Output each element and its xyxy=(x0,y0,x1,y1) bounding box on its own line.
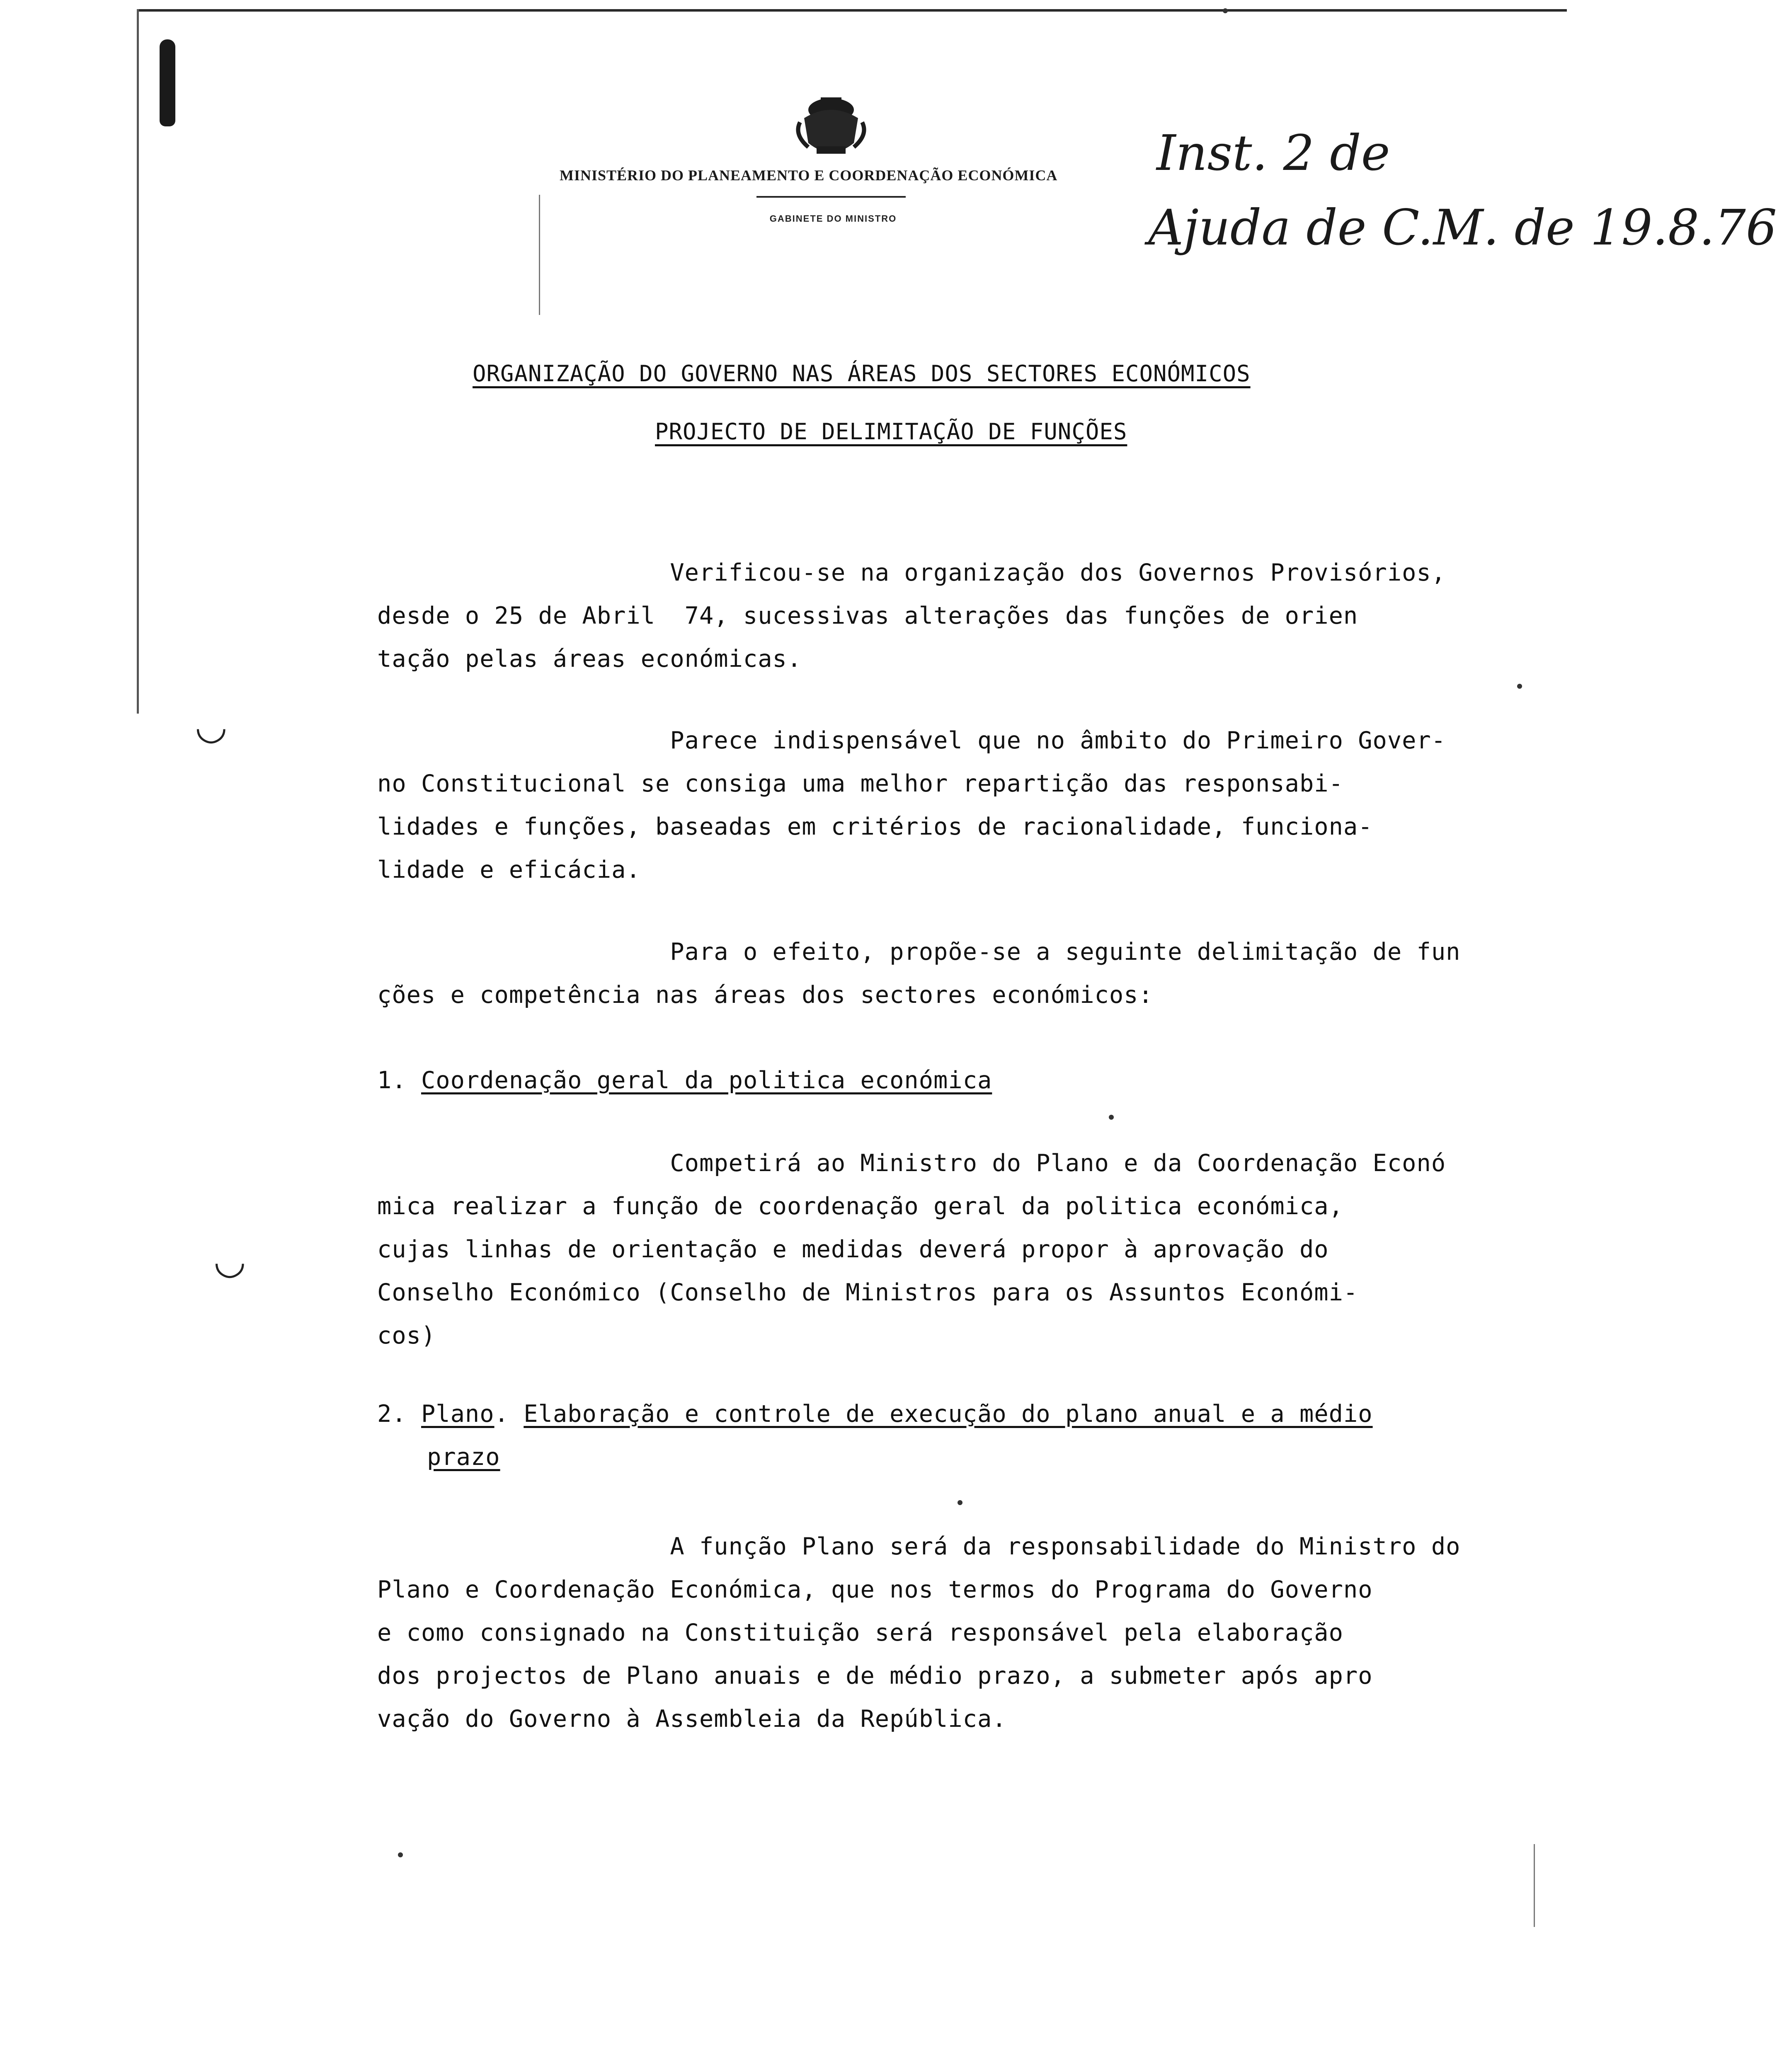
paragraph-section-2: A função Plano será da responsabilidade do Ministro do Plano e Coordenação Económica, que nos termos do Programa do Governo e como consignado na Constituição será responsável pela elaboração dos projectos de Plano anuais e de médio prazo, a submeter após apro vação do Governo à Assembleia da República. xyxy=(377,1533,1461,1733)
scan-speck xyxy=(398,1852,403,1857)
paragraph-proposal: Para o efeito, propõe-se a seguinte delimitação de fun ções e competência nas áreas dos sectores económicos: xyxy=(377,938,1461,1009)
letterhead-rule xyxy=(756,196,906,198)
margin-line xyxy=(539,195,540,315)
paragraph-intro: Verificou-se na organização dos Governos Provisórios, desde o 25 de Abril 74, sucessivas alterações das funções de orien tação pelas áreas económicas. xyxy=(377,559,1446,673)
scan-speck xyxy=(1517,684,1522,689)
section-2-title-continued: prazo xyxy=(427,1443,500,1471)
handwritten-note-line1: Inst. 2 de xyxy=(1156,124,1390,182)
scan-streak xyxy=(1534,1844,1535,1927)
section-1-title: Coordenação geral da politica económica xyxy=(421,1067,992,1094)
section-1-heading xyxy=(377,1059,992,1102)
ministry-name: MINISTÉRIO DO PLANEAMENTO E COORDENAÇÃO ECONÓMICA xyxy=(560,167,1058,184)
paragraph-section-1: Competirá ao Ministro do Plano e da Coordenação Econó mica realizar a função de coordenação geral da politica económica, cujas linhas de orientação e medidas deverá propor à aprovação do Conselho Económico (Conselho de Ministros para os Assuntos Económi- cos) xyxy=(377,1150,1446,1349)
binder-hole-mark xyxy=(160,39,175,126)
section-1-number: 1. xyxy=(377,1067,407,1094)
page-edge-left xyxy=(137,9,139,714)
margin-tick-mark: ◡ xyxy=(195,704,228,748)
scan-speck xyxy=(1109,1115,1114,1120)
section-2-heading-continuation xyxy=(427,1435,500,1479)
scan-speck xyxy=(958,1500,962,1505)
section-2-title: Elaboração e controle de execução do plano anual e a médio xyxy=(524,1400,1373,1428)
coat-of-arms-emblem xyxy=(792,93,870,164)
section-2-heading: 2. Plano. Elaboração e controle de execução do plano anual e a médio xyxy=(377,1400,1373,1428)
paragraph-distribution: Parece indispensável que no âmbito do Primeiro Gover- no Constitucional se consiga uma melhor repartição das responsabi- lidades e funções, baseadas em critérios de racionalidade, funciona- lidade e eficácia. xyxy=(377,727,1446,884)
page-edge-top xyxy=(137,9,1567,12)
section-2-label: Plano xyxy=(421,1400,495,1428)
cabinet-name: GABINETE DO MINISTRO xyxy=(769,213,897,224)
handwritten-note-line2: Ajuda de C.M. de 19.8.76 xyxy=(1148,199,1777,256)
document-title: ORGANIZAÇÃO DO GOVERNO NAS ÁREAS DOS SECTORES ECONÓMICOS xyxy=(473,361,1251,387)
margin-tick-mark: ◡ xyxy=(213,1239,246,1283)
document-subtitle: PROJECTO DE DELIMITAÇÃO DE FUNÇÕES xyxy=(655,419,1127,445)
scan-speck xyxy=(1223,8,1228,13)
section-2-number: 2. xyxy=(377,1400,407,1428)
